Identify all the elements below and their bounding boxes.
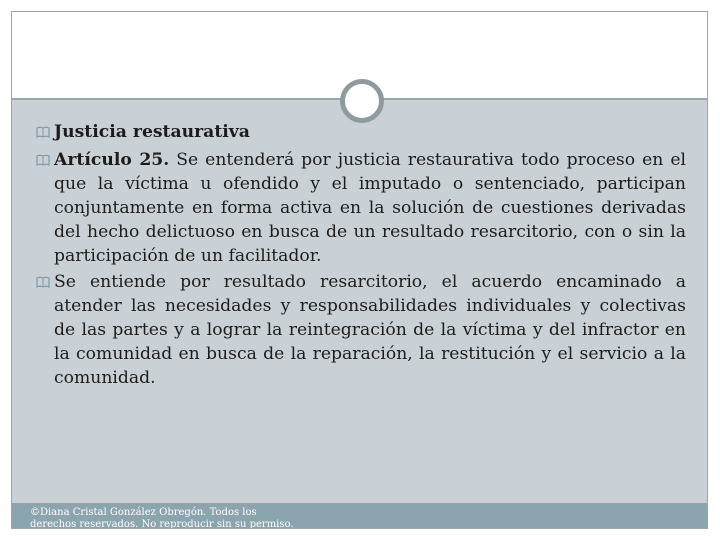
slide-footer-band xyxy=(12,503,707,529)
slide xyxy=(11,11,708,529)
copyright-footer: ©Diana Cristal González Obregón. Todos los derechos reservados. No reproducir sin su permiso. xyxy=(30,507,294,529)
bullet-resultado xyxy=(36,270,686,390)
article-lead: Artículo 25. xyxy=(54,150,170,170)
resultado-text: Se entiende por resultado resarcitorio, el acuerdo encaminado a atender las necesidades y responsabilidades individuales y colectivas de las partes y a lograr la reintegración de la víctima y del infractor en la comunidad en busca de la reparación, la restitución y el servicio a la comunidad. xyxy=(54,272,686,388)
page-bullet-icon xyxy=(36,276,50,288)
article-text: Se entenderá por justicia restaurativa todo proceso en el que la víctima u ofendido y el imputado o sentenciado, participan conjuntamente en forma activa en la solución de cuestiones derivadas del hecho delictuoso en busca de un resultado resarcitorio, con o sin la participación de un facilitador. xyxy=(54,150,686,266)
slide-body xyxy=(36,120,686,390)
bullet-title xyxy=(36,120,686,144)
circle-ornament-icon xyxy=(340,79,384,123)
slide-title: Justicia restaurativa xyxy=(54,122,250,142)
bullet-articulo xyxy=(36,148,686,268)
page-bullet-icon xyxy=(36,126,50,138)
page-bullet-icon xyxy=(36,154,50,166)
